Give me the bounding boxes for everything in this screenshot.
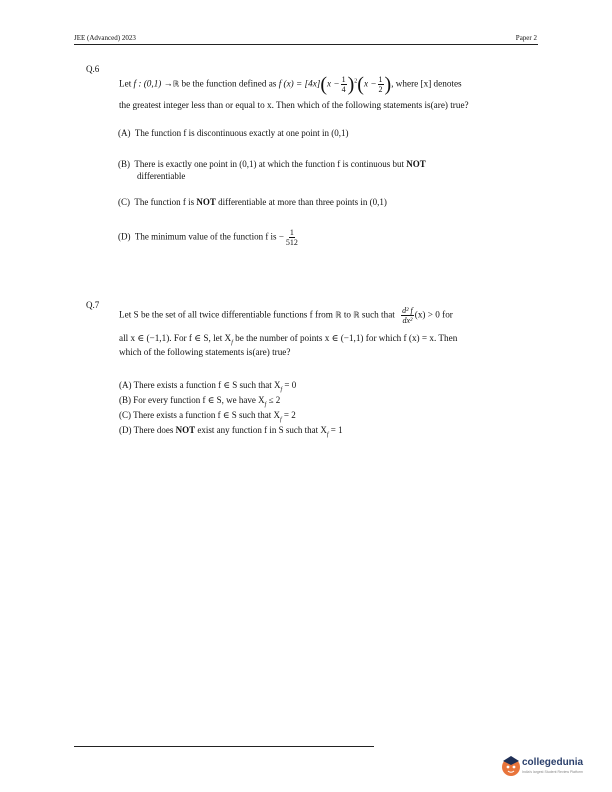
footer-rule	[74, 746, 374, 747]
q7-option-c: (C) There exists a function f ∈ S such that $X_f = 2$	[119, 410, 296, 423]
question-number-6: Q.6	[86, 64, 100, 74]
question-number-7: Q.7	[86, 300, 100, 310]
q6-option-b: (B) There is exactly one point in (0,1) at which the function f is continuous but NOT differentiable	[118, 159, 426, 181]
q7-stem-line2: all x ∈ (−1,1). For f ∈ S, let $X_f$ be the number of points x ∈ (−1,1) for which f (x) = x. Then	[119, 333, 458, 346]
brand-name: collegedunia	[522, 757, 584, 768]
q7-stem-line3: which of the following statements is(are) true?	[119, 347, 291, 357]
q6-option-a: (A) The function f is discontinuous exactly at one point in (0,1)	[118, 128, 349, 138]
paper-label: Paper 2	[515, 34, 537, 42]
q6-option-d: (D) The minimum value of the function f is − $\frac{1}{512}$	[118, 228, 298, 247]
header-rule	[74, 44, 538, 45]
brand-tagline: India's largest Student Review Platform	[522, 770, 583, 774]
exam-title: JEE (Advanced) 2023	[74, 34, 136, 42]
q6-stem-line1: Let f : (0,1) →ℝ be the function defined as f (x) = [4x](x − $\frac{1}{4}$ )$^2$(x − $\frac{1}{2}$ ), where [x] denotes	[119, 73, 462, 96]
q7-option-a: (A) There exists a function f ∈ S such that $X_f = 0$	[119, 380, 297, 393]
q6-stem-line2: the greatest integer less than or equal to x. Then which of the following statements is(are) true?	[119, 100, 469, 110]
q6-option-c: (C) The function f is NOT differentiable at more than three points in (0,1)	[118, 197, 387, 207]
q7-option-b: (B) For every function f ∈ S, we have $X_f \le 2$	[119, 395, 281, 408]
q7-stem-line1: Let S be the set of all twice differentiable functions f from ℝ to ℝ such that $\frac{\text{d² f}}{\text{dx²}}$ (x) > 0 for	[119, 306, 453, 325]
q7-option-d: (D) There does NOT exist any function f in S such that $X_f = 1$	[119, 425, 343, 438]
